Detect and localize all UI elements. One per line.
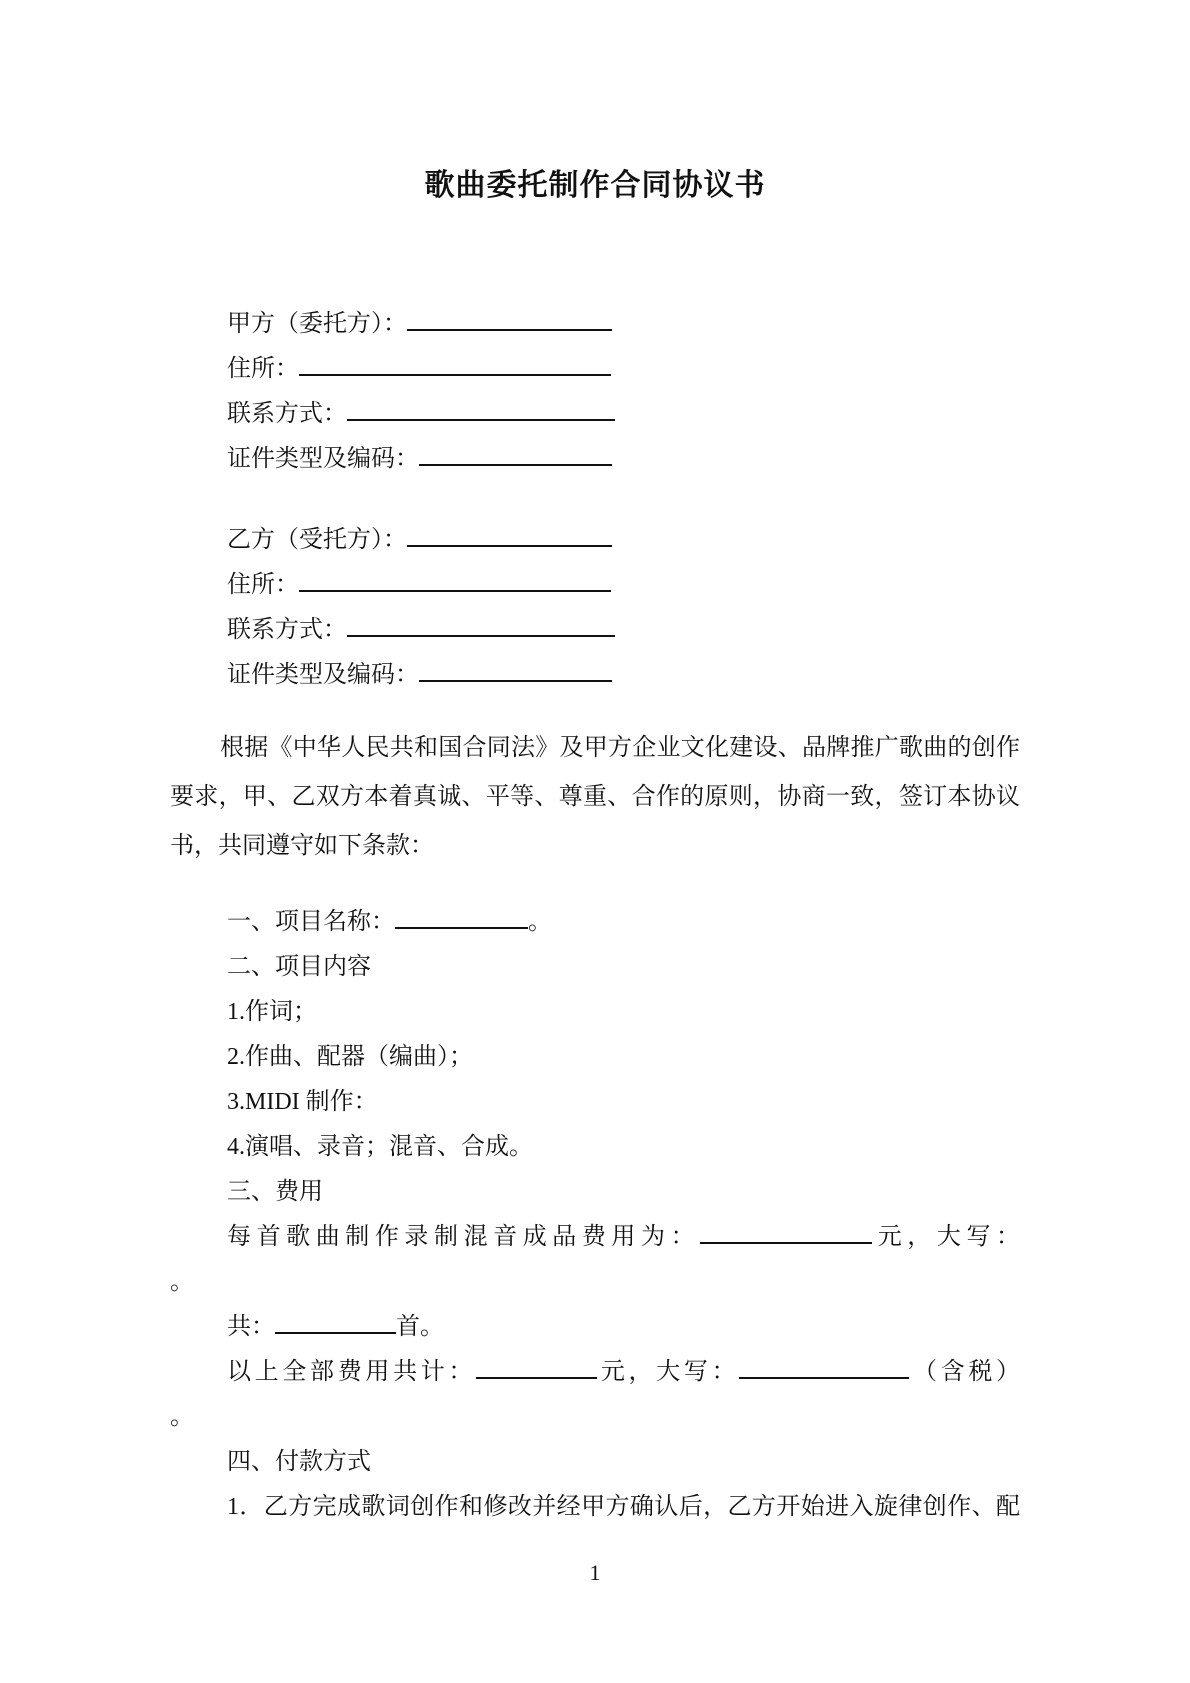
party-b-address-blank[interactable]	[299, 566, 611, 592]
payment-item-line: 1．乙方完成歌词创作和修改并经甲方确认后，乙方开始进入旋律创作、配	[227, 1494, 1020, 1520]
party-b-id-blank[interactable]	[419, 656, 612, 682]
project-name-period: 。	[528, 909, 552, 935]
fee-prefix: 每首歌曲制作录制混音成品费用为：	[227, 1224, 701, 1250]
clauses-section	[170, 900, 1020, 1530]
party-a-contact-label: 联系方式：	[227, 401, 347, 427]
count-suffix: 首。	[396, 1314, 444, 1340]
party-a-name-label: 甲方（委托方）：	[227, 311, 407, 337]
clause-project-name-line	[170, 900, 1020, 945]
party-b-id-line	[170, 653, 1020, 698]
clause-fee-heading: 三、费用	[227, 1179, 323, 1205]
fee-amount-blank[interactable]	[700, 1218, 872, 1244]
party-b-section	[170, 518, 1020, 698]
fee-line	[170, 1215, 1020, 1260]
page-number: 1	[589, 1560, 601, 1585]
party-b-name-blank[interactable]	[407, 521, 612, 547]
party-b-address-label: 住所：	[227, 572, 299, 598]
clause-content-item-2: 2.作曲、配器（编曲）；	[227, 1044, 473, 1070]
fee-suffix: 元，大写：	[872, 1224, 1021, 1250]
party-a-id-blank[interactable]	[419, 440, 612, 466]
project-name-label: 一、项目名称：	[227, 909, 395, 935]
project-name-blank[interactable]	[395, 903, 528, 929]
party-a-contact-line	[170, 392, 1020, 437]
total-period-line: 。	[170, 1404, 194, 1430]
clause-content-item-3: 3.MIDI 制作：	[227, 1089, 378, 1115]
count-prefix: 共：	[227, 1314, 275, 1340]
total-caps-blank[interactable]	[739, 1353, 909, 1379]
total-mid: 元，大写：	[597, 1359, 740, 1385]
clause-payment-heading: 四、付款方式	[227, 1449, 371, 1475]
party-a-id-label: 证件类型及编码：	[227, 446, 419, 472]
clause-content-item-1: 1.作词；	[227, 999, 317, 1025]
clause-project-content-heading: 二、项目内容	[227, 954, 371, 980]
party-b-name-line	[170, 518, 1020, 563]
party-b-name-label: 乙方（受托方）：	[227, 527, 407, 553]
party-a-address-blank[interactable]	[299, 350, 611, 376]
count-blank[interactable]	[275, 1308, 396, 1334]
total-suffix: （含税）	[909, 1359, 1021, 1385]
party-b-contact-label: 联系方式：	[227, 617, 347, 643]
party-b-contact-blank[interactable]	[347, 611, 615, 637]
party-b-id-label: 证件类型及编码：	[227, 662, 419, 688]
party-a-contact-blank[interactable]	[347, 395, 615, 421]
clause-content-item-4: 4.演唱、录音；混音、合成。	[227, 1134, 533, 1160]
party-b-contact-line	[170, 608, 1020, 653]
party-a-id-line	[170, 437, 1020, 482]
party-b-address-line	[170, 563, 1020, 608]
count-line	[170, 1305, 1020, 1350]
party-a-address-label: 住所：	[227, 356, 299, 382]
party-a-name-blank[interactable]	[407, 305, 612, 331]
party-a-section	[170, 302, 1020, 482]
party-a-address-line	[170, 347, 1020, 392]
total-line	[170, 1350, 1020, 1395]
total-amount-blank[interactable]	[476, 1353, 597, 1379]
document-title: 歌曲委托制作合同协议书	[424, 169, 766, 202]
preamble-paragraph: 根据《中华人民共和国合同法》及甲方企业文化建设、品牌推广歌曲的创作要求，甲、乙双方本着真诚、平等、尊重、合作的原则，协商一致，签订本协议书，共同遵守如下条款：	[170, 735, 1020, 859]
party-a-name-line	[170, 302, 1020, 347]
total-prefix: 以上全部费用共计：	[227, 1359, 477, 1385]
fee-period-line: 。	[170, 1269, 194, 1295]
